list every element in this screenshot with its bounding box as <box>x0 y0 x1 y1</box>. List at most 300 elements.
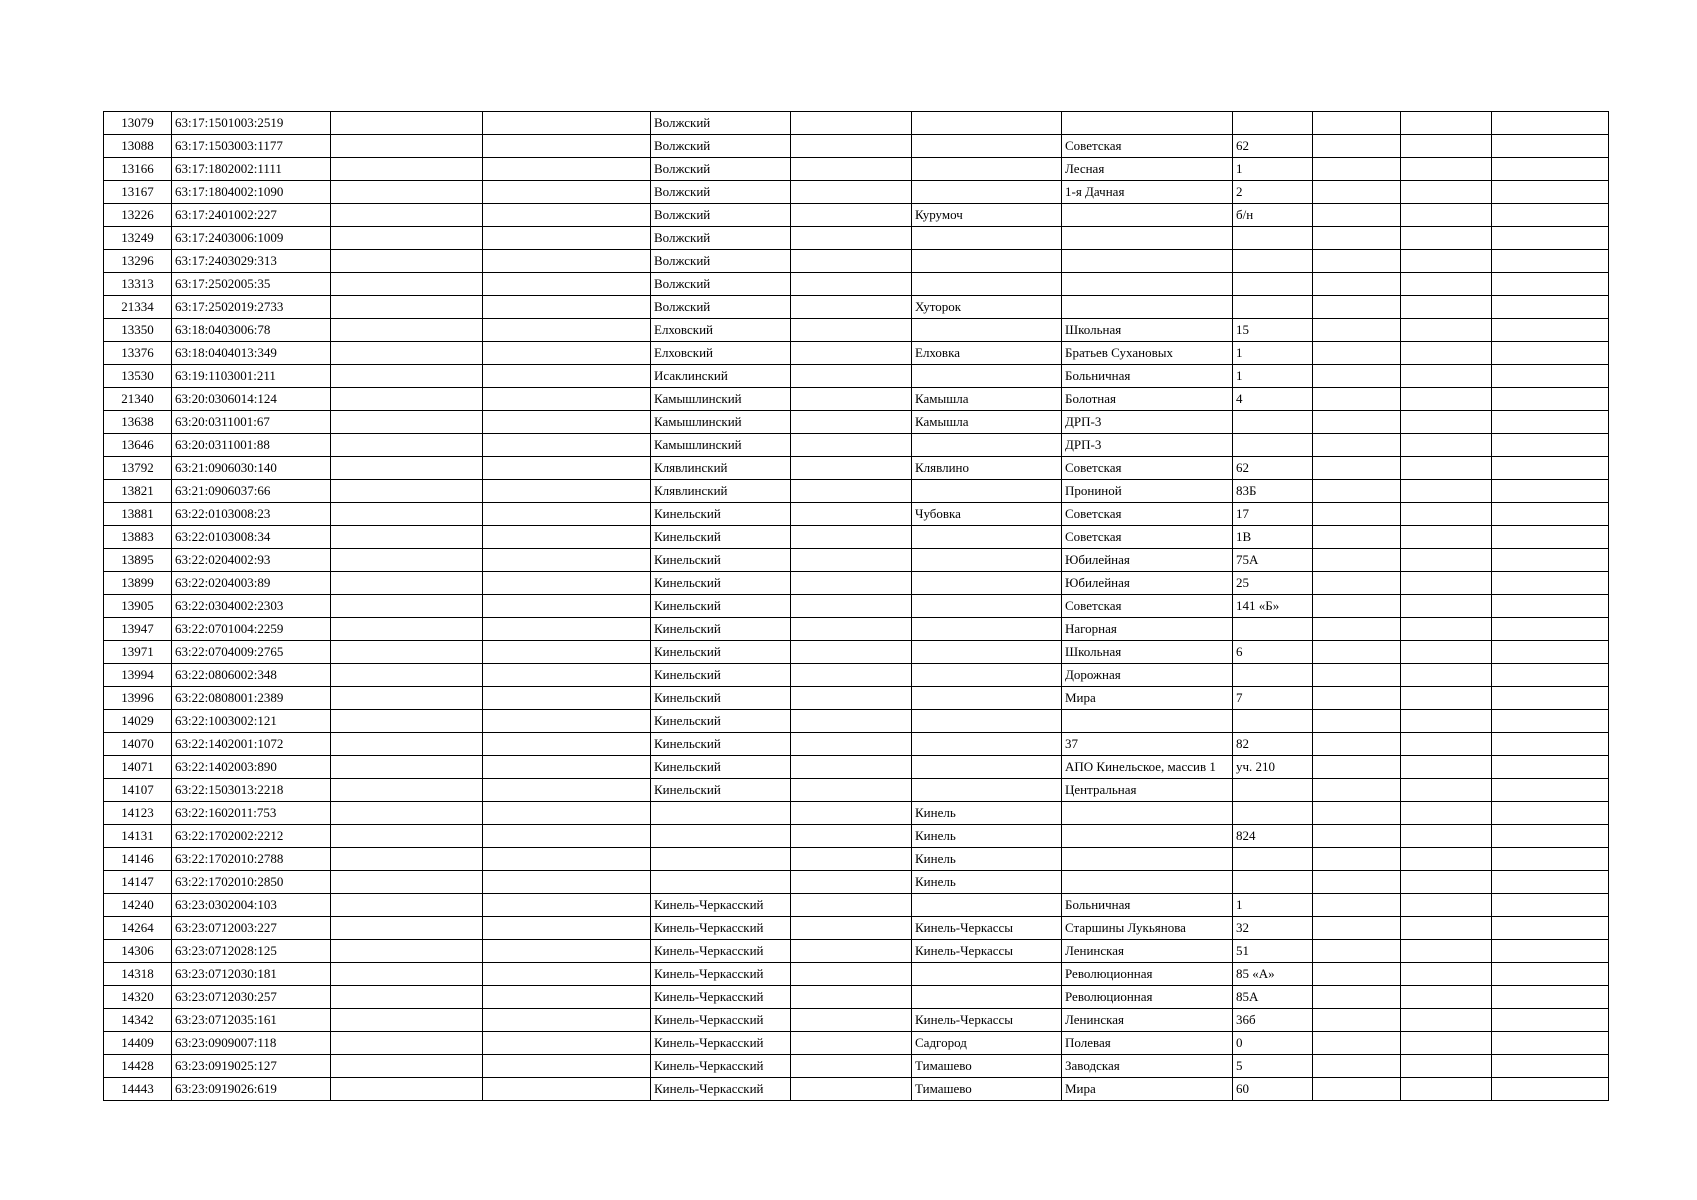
cell-col-11 <box>1401 572 1492 595</box>
cell-col-10 <box>1313 365 1401 388</box>
cell-cadastral-number: 63:22:0204003:89 <box>172 572 331 595</box>
cell-district: Кинель-Черкасский <box>651 917 791 940</box>
cell-street: Больничная <box>1062 894 1233 917</box>
cell-col-10 <box>1313 779 1401 802</box>
table-row <box>104 986 1609 1009</box>
cell-col-3 <box>331 227 483 250</box>
cell-row-number: 13079 <box>104 112 172 135</box>
cell-cadastral-number: 63:22:1602011:753 <box>172 802 331 825</box>
cell-col-3 <box>331 388 483 411</box>
cell-house-number: 2 <box>1233 181 1313 204</box>
cell-col-4 <box>483 986 651 1009</box>
cell-col-10 <box>1313 641 1401 664</box>
cell-col-3 <box>331 365 483 388</box>
cell-col-10 <box>1313 825 1401 848</box>
cell-house-number: 36б <box>1233 1009 1313 1032</box>
cell-street: Заводская <box>1062 1055 1233 1078</box>
cell-col-3 <box>331 296 483 319</box>
cell-street: Юбилейная <box>1062 572 1233 595</box>
cell-cadastral-number: 63:22:0704009:2765 <box>172 641 331 664</box>
cell-street: Юбилейная <box>1062 549 1233 572</box>
cell-district <box>651 871 791 894</box>
cell-street: Прониной <box>1062 480 1233 503</box>
cell-col-10 <box>1313 342 1401 365</box>
cell-col-12 <box>1492 296 1609 319</box>
cell-col-6 <box>791 411 912 434</box>
cell-settlement: Кинель <box>912 825 1062 848</box>
cell-street: Центральная <box>1062 779 1233 802</box>
cell-col-6 <box>791 549 912 572</box>
cell-street: Больничная <box>1062 365 1233 388</box>
cell-col-10 <box>1313 710 1401 733</box>
cell-col-4 <box>483 733 651 756</box>
cell-street: Братьев Сухановых <box>1062 342 1233 365</box>
cell-col-6 <box>791 319 912 342</box>
cell-cadastral-number: 63:17:2401002:227 <box>172 204 331 227</box>
cell-street: Ленинская <box>1062 940 1233 963</box>
cell-col-12 <box>1492 549 1609 572</box>
cell-house-number: 1 <box>1233 342 1313 365</box>
cell-col-12 <box>1492 158 1609 181</box>
cell-house-number: 25 <box>1233 572 1313 595</box>
cell-col-10 <box>1313 480 1401 503</box>
cell-col-12 <box>1492 480 1609 503</box>
table-row <box>104 526 1609 549</box>
cell-col-4 <box>483 135 651 158</box>
cell-col-12 <box>1492 618 1609 641</box>
cell-col-6 <box>791 250 912 273</box>
cell-col-4 <box>483 1078 651 1101</box>
cell-street: Революционная <box>1062 986 1233 1009</box>
cell-house-number <box>1233 112 1313 135</box>
table-row <box>104 756 1609 779</box>
cell-col-11 <box>1401 319 1492 342</box>
cell-col-12 <box>1492 779 1609 802</box>
cell-col-4 <box>483 158 651 181</box>
cell-district: Елховский <box>651 319 791 342</box>
cell-house-number: 82 <box>1233 733 1313 756</box>
cell-district: Кинель-Черкасский <box>651 940 791 963</box>
cell-street <box>1062 112 1233 135</box>
cell-col-12 <box>1492 135 1609 158</box>
cell-settlement <box>912 894 1062 917</box>
cell-col-3 <box>331 848 483 871</box>
cell-col-12 <box>1492 963 1609 986</box>
table-row <box>104 1032 1609 1055</box>
cell-col-3 <box>331 319 483 342</box>
cell-col-6 <box>791 204 912 227</box>
cell-settlement: Кинель <box>912 802 1062 825</box>
cell-col-12 <box>1492 1009 1609 1032</box>
cell-row-number: 13895 <box>104 549 172 572</box>
cell-col-11 <box>1401 733 1492 756</box>
cell-house-number: 85 «А» <box>1233 963 1313 986</box>
cell-row-number: 13646 <box>104 434 172 457</box>
cell-col-4 <box>483 204 651 227</box>
cell-row-number: 13996 <box>104 687 172 710</box>
cell-house-number <box>1233 296 1313 319</box>
cell-col-6 <box>791 1078 912 1101</box>
table-row <box>104 963 1609 986</box>
cell-col-4 <box>483 549 651 572</box>
cell-col-10 <box>1313 181 1401 204</box>
cell-district: Кинельский <box>651 641 791 664</box>
cell-district: Камышлинский <box>651 388 791 411</box>
cell-col-11 <box>1401 664 1492 687</box>
cell-street: Школьная <box>1062 319 1233 342</box>
cell-row-number: 13530 <box>104 365 172 388</box>
cell-col-6 <box>791 595 912 618</box>
cell-col-3 <box>331 687 483 710</box>
cell-street: Мира <box>1062 687 1233 710</box>
cell-col-10 <box>1313 411 1401 434</box>
cell-cadastral-number: 63:17:1804002:1090 <box>172 181 331 204</box>
cell-house-number: 62 <box>1233 457 1313 480</box>
cell-col-4 <box>483 273 651 296</box>
cell-house-number: 5 <box>1233 1055 1313 1078</box>
cell-col-6 <box>791 1055 912 1078</box>
cell-row-number: 13792 <box>104 457 172 480</box>
cell-col-12 <box>1492 1032 1609 1055</box>
cell-house-number: 1В <box>1233 526 1313 549</box>
cell-row-number: 14147 <box>104 871 172 894</box>
cell-district: Исаклинский <box>651 365 791 388</box>
cell-row-number: 14409 <box>104 1032 172 1055</box>
cell-district: Клявлинский <box>651 457 791 480</box>
cell-settlement <box>912 365 1062 388</box>
cell-house-number: 6 <box>1233 641 1313 664</box>
cell-district: Кинельский <box>651 618 791 641</box>
table-row <box>104 710 1609 733</box>
cell-settlement: Тимашево <box>912 1078 1062 1101</box>
cell-cadastral-number: 63:17:1503003:1177 <box>172 135 331 158</box>
table-row <box>104 940 1609 963</box>
cell-col-10 <box>1313 687 1401 710</box>
cell-col-6 <box>791 779 912 802</box>
cell-col-6 <box>791 181 912 204</box>
cell-settlement: Кинель-Черкассы <box>912 940 1062 963</box>
cell-settlement <box>912 526 1062 549</box>
table-row <box>104 825 1609 848</box>
cell-row-number: 14070 <box>104 733 172 756</box>
cell-col-12 <box>1492 940 1609 963</box>
cell-col-12 <box>1492 641 1609 664</box>
cell-cadastral-number: 63:22:1503013:2218 <box>172 779 331 802</box>
cell-col-11 <box>1401 526 1492 549</box>
cell-cadastral-number: 63:22:1702002:2212 <box>172 825 331 848</box>
table-row <box>104 480 1609 503</box>
cell-district: Кинель-Черкасский <box>651 1032 791 1055</box>
cell-col-3 <box>331 779 483 802</box>
cell-street <box>1062 825 1233 848</box>
cell-col-6 <box>791 871 912 894</box>
cell-street: Нагорная <box>1062 618 1233 641</box>
cell-col-6 <box>791 664 912 687</box>
cell-col-11 <box>1401 618 1492 641</box>
cell-col-4 <box>483 227 651 250</box>
cell-house-number <box>1233 871 1313 894</box>
cell-cadastral-number: 63:23:0712028:125 <box>172 940 331 963</box>
cell-col-11 <box>1401 917 1492 940</box>
cell-col-12 <box>1492 1078 1609 1101</box>
cell-row-number: 13313 <box>104 273 172 296</box>
cell-col-12 <box>1492 848 1609 871</box>
cell-col-12 <box>1492 434 1609 457</box>
cell-col-10 <box>1313 986 1401 1009</box>
cell-col-4 <box>483 503 651 526</box>
cell-cadastral-number: 63:22:0103008:34 <box>172 526 331 549</box>
cell-col-6 <box>791 710 912 733</box>
cell-house-number: 0 <box>1233 1032 1313 1055</box>
cell-col-6 <box>791 618 912 641</box>
cell-col-12 <box>1492 802 1609 825</box>
cell-district: Волжский <box>651 112 791 135</box>
cell-col-3 <box>331 457 483 480</box>
cell-col-4 <box>483 1009 651 1032</box>
cell-district: Волжский <box>651 181 791 204</box>
cell-street: Болотная <box>1062 388 1233 411</box>
cell-col-11 <box>1401 779 1492 802</box>
cell-col-11 <box>1401 871 1492 894</box>
cell-row-number: 14029 <box>104 710 172 733</box>
cell-col-11 <box>1401 825 1492 848</box>
cell-street: Школьная <box>1062 641 1233 664</box>
cell-col-12 <box>1492 319 1609 342</box>
cell-col-6 <box>791 112 912 135</box>
cell-house-number <box>1233 411 1313 434</box>
cell-cadastral-number: 63:22:0701004:2259 <box>172 618 331 641</box>
cell-house-number: 1 <box>1233 365 1313 388</box>
cell-col-3 <box>331 112 483 135</box>
cell-col-4 <box>483 871 651 894</box>
cell-col-3 <box>331 181 483 204</box>
cell-house-number <box>1233 710 1313 733</box>
cell-settlement <box>912 618 1062 641</box>
cell-col-4 <box>483 779 651 802</box>
cell-row-number: 14131 <box>104 825 172 848</box>
cell-cadastral-number: 63:22:0103008:23 <box>172 503 331 526</box>
cell-street <box>1062 227 1233 250</box>
cell-col-10 <box>1313 733 1401 756</box>
cell-street: ДРП-3 <box>1062 434 1233 457</box>
table-row <box>104 227 1609 250</box>
cell-settlement <box>912 595 1062 618</box>
cell-row-number: 13638 <box>104 411 172 434</box>
cell-col-11 <box>1401 204 1492 227</box>
cell-col-10 <box>1313 618 1401 641</box>
cell-settlement: Елховка <box>912 342 1062 365</box>
cell-district: Кинельский <box>651 687 791 710</box>
cell-col-10 <box>1313 549 1401 572</box>
cell-col-12 <box>1492 250 1609 273</box>
cell-district: Кинельский <box>651 572 791 595</box>
cell-street: 1-я Дачная <box>1062 181 1233 204</box>
cell-street: Дорожная <box>1062 664 1233 687</box>
cell-row-number: 14146 <box>104 848 172 871</box>
cell-district: Кинельский <box>651 756 791 779</box>
cell-col-3 <box>331 825 483 848</box>
cell-row-number: 13971 <box>104 641 172 664</box>
cell-district: Кинель-Черкасский <box>651 986 791 1009</box>
cell-cadastral-number: 63:18:0403006:78 <box>172 319 331 342</box>
cell-house-number <box>1233 250 1313 273</box>
cell-col-10 <box>1313 940 1401 963</box>
cell-district: Волжский <box>651 250 791 273</box>
cell-row-number: 14264 <box>104 917 172 940</box>
cell-house-number: 15 <box>1233 319 1313 342</box>
cell-col-10 <box>1313 503 1401 526</box>
cell-cadastral-number: 63:23:0712003:227 <box>172 917 331 940</box>
cell-cadastral-number: 63:22:0808001:2389 <box>172 687 331 710</box>
cell-street: ДРП-3 <box>1062 411 1233 434</box>
cell-cadastral-number: 63:17:2502019:2733 <box>172 296 331 319</box>
cell-col-10 <box>1313 526 1401 549</box>
cell-settlement <box>912 319 1062 342</box>
cell-row-number: 13947 <box>104 618 172 641</box>
cell-col-10 <box>1313 457 1401 480</box>
cell-cadastral-number: 63:20:0311001:67 <box>172 411 331 434</box>
cell-col-10 <box>1313 204 1401 227</box>
cell-col-11 <box>1401 641 1492 664</box>
cell-col-6 <box>791 273 912 296</box>
cell-row-number: 14428 <box>104 1055 172 1078</box>
cell-col-4 <box>483 894 651 917</box>
cell-col-3 <box>331 572 483 595</box>
cell-settlement <box>912 664 1062 687</box>
cell-col-11 <box>1401 411 1492 434</box>
cell-cadastral-number: 63:22:0204002:93 <box>172 549 331 572</box>
cell-col-12 <box>1492 204 1609 227</box>
cell-row-number: 14123 <box>104 802 172 825</box>
table-row <box>104 894 1609 917</box>
cell-street: Революционная <box>1062 963 1233 986</box>
cell-col-6 <box>791 503 912 526</box>
cell-col-10 <box>1313 1055 1401 1078</box>
cell-col-3 <box>331 963 483 986</box>
cell-col-4 <box>483 388 651 411</box>
table-row <box>104 1055 1609 1078</box>
cell-row-number: 14306 <box>104 940 172 963</box>
cell-street: Полевая <box>1062 1032 1233 1055</box>
cell-street <box>1062 848 1233 871</box>
cell-street: Советская <box>1062 503 1233 526</box>
cell-district: Кинель-Черкасский <box>651 1055 791 1078</box>
cell-col-3 <box>331 664 483 687</box>
cell-col-3 <box>331 1032 483 1055</box>
cell-col-11 <box>1401 549 1492 572</box>
cell-col-6 <box>791 917 912 940</box>
table-row <box>104 802 1609 825</box>
cell-cadastral-number: 63:20:0311001:88 <box>172 434 331 457</box>
cell-col-11 <box>1401 687 1492 710</box>
cell-cadastral-number: 63:23:0909007:118 <box>172 1032 331 1055</box>
cell-col-4 <box>483 480 651 503</box>
cell-col-10 <box>1313 135 1401 158</box>
cell-col-4 <box>483 411 651 434</box>
cell-col-4 <box>483 641 651 664</box>
cell-col-6 <box>791 342 912 365</box>
cell-settlement <box>912 756 1062 779</box>
cell-house-number: 85А <box>1233 986 1313 1009</box>
table-row <box>104 733 1609 756</box>
cell-settlement <box>912 963 1062 986</box>
cell-col-6 <box>791 526 912 549</box>
cell-col-10 <box>1313 848 1401 871</box>
cell-col-11 <box>1401 848 1492 871</box>
cell-district: Волжский <box>651 296 791 319</box>
cell-col-3 <box>331 940 483 963</box>
cell-cadastral-number: 63:22:1702010:2788 <box>172 848 331 871</box>
cell-col-6 <box>791 572 912 595</box>
cell-house-number: 62 <box>1233 135 1313 158</box>
cell-col-4 <box>483 802 651 825</box>
cell-cadastral-number: 63:17:1501003:2519 <box>172 112 331 135</box>
cell-col-10 <box>1313 296 1401 319</box>
cell-col-12 <box>1492 917 1609 940</box>
table-row <box>104 848 1609 871</box>
cell-col-4 <box>483 250 651 273</box>
cell-row-number: 13166 <box>104 158 172 181</box>
cell-col-3 <box>331 1009 483 1032</box>
cell-street: Советская <box>1062 595 1233 618</box>
cell-cadastral-number: 63:20:0306014:124 <box>172 388 331 411</box>
cell-col-4 <box>483 342 651 365</box>
cell-row-number: 13899 <box>104 572 172 595</box>
cell-col-10 <box>1313 434 1401 457</box>
cell-house-number: 824 <box>1233 825 1313 848</box>
cell-district: Кинельский <box>651 710 791 733</box>
cell-settlement <box>912 572 1062 595</box>
cell-row-number: 13088 <box>104 135 172 158</box>
cell-col-4 <box>483 1055 651 1078</box>
cell-cadastral-number: 63:23:0712030:181 <box>172 963 331 986</box>
cell-district: Волжский <box>651 227 791 250</box>
cell-house-number: 60 <box>1233 1078 1313 1101</box>
cell-col-6 <box>791 894 912 917</box>
cell-settlement <box>912 250 1062 273</box>
cell-settlement: Кинель-Черкассы <box>912 1009 1062 1032</box>
cell-col-10 <box>1313 1009 1401 1032</box>
cell-house-number: 51 <box>1233 940 1313 963</box>
cell-district: Кинель-Черкасский <box>651 1078 791 1101</box>
cell-col-3 <box>331 549 483 572</box>
cell-house-number: 17 <box>1233 503 1313 526</box>
cell-col-3 <box>331 1055 483 1078</box>
cell-col-11 <box>1401 135 1492 158</box>
cell-district: Елховский <box>651 342 791 365</box>
cell-col-10 <box>1313 250 1401 273</box>
cell-house-number: 7 <box>1233 687 1313 710</box>
cell-col-6 <box>791 227 912 250</box>
cell-row-number: 13249 <box>104 227 172 250</box>
cell-cadastral-number: 63:23:0712030:257 <box>172 986 331 1009</box>
cell-col-6 <box>791 733 912 756</box>
cell-col-4 <box>483 526 651 549</box>
cell-col-12 <box>1492 986 1609 1009</box>
cell-row-number: 13905 <box>104 595 172 618</box>
cell-col-3 <box>331 986 483 1009</box>
table-row <box>104 572 1609 595</box>
cell-house-number: 75А <box>1233 549 1313 572</box>
cell-settlement <box>912 273 1062 296</box>
cell-col-11 <box>1401 963 1492 986</box>
cell-street <box>1062 296 1233 319</box>
cell-col-6 <box>791 963 912 986</box>
cell-col-10 <box>1313 802 1401 825</box>
cell-col-12 <box>1492 733 1609 756</box>
cell-street <box>1062 802 1233 825</box>
cell-col-11 <box>1401 342 1492 365</box>
